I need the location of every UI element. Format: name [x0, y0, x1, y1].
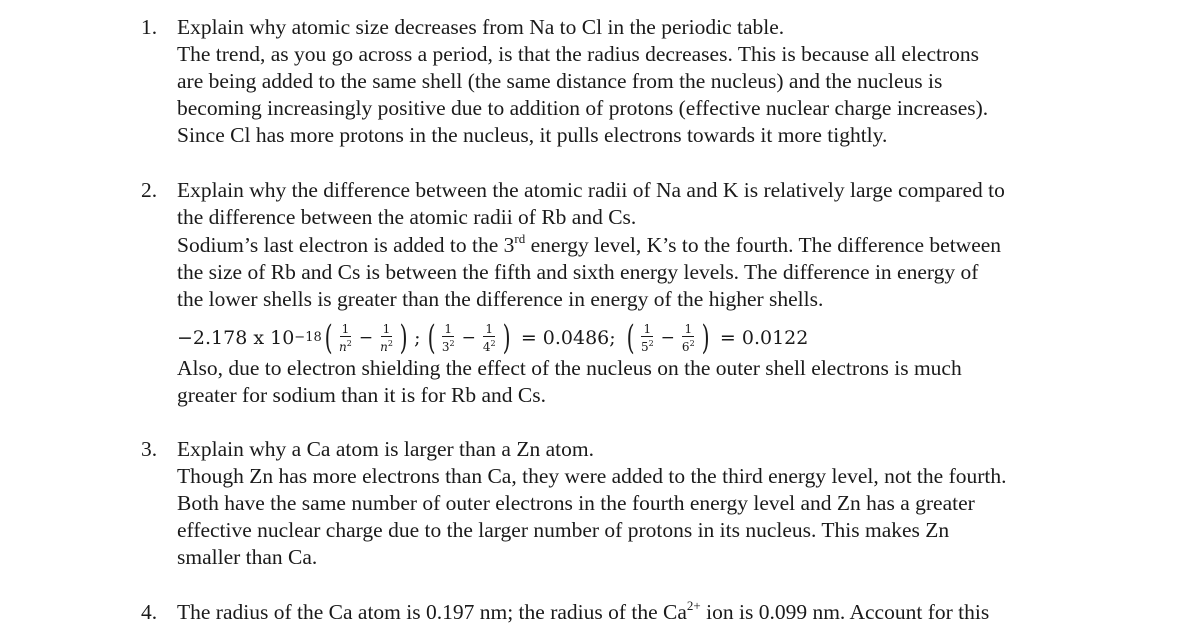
answer-line: Since Cl has more protons in the nucleus, it pulls electrons towards it more tightly.: [177, 123, 888, 147]
question-text: [177, 599, 989, 626]
question-number: 1.: [141, 15, 158, 39]
question-text: the difference between the atomic radii of Rb and Cs.: [177, 205, 637, 229]
right-paren: ): [701, 318, 710, 358]
answer-line: are being added to the same shell (the same distance from the nucleus) and the nucleus is: [177, 69, 943, 93]
answer-line: the size of Rb and Cs is between the fifth and sixth energy levels. The difference in energy of: [177, 260, 979, 284]
left-paren: (: [324, 318, 333, 358]
answer-line: the lower shells is greater than the difference in energy of the higher shells.: [177, 287, 824, 311]
fraction: $\frac{1}{n^2}$: [339, 321, 352, 354]
question-number: 3.: [141, 437, 158, 461]
equation-coefficient: −2.178 x 10: [177, 327, 295, 349]
answer-line: The trend, as you go across a period, is that the radius decreases. This is because all electrons: [177, 42, 980, 66]
question-number: 4.: [141, 600, 158, 624]
answer-line: Both have the same number of outer electrons in the fourth energy level and Zn has a greater: [177, 491, 975, 515]
minus-sign: −: [358, 328, 374, 348]
answer-line: becoming increasingly positive due to addition of protons (effective nuclear charge increases).: [177, 96, 989, 120]
fraction: $\frac{1}{4^2}$: [482, 321, 496, 354]
superscript: rd: [514, 231, 526, 246]
right-paren: ): [399, 318, 408, 358]
answer-line: [177, 232, 1001, 259]
fraction: $\frac{1}{n^2}$: [380, 321, 393, 354]
left-paren: (: [626, 318, 635, 358]
question-number: 2.: [141, 178, 158, 202]
answer-text: Sodium’s last electron is added to the 3: [177, 233, 515, 257]
fraction: $\frac{1}{5^2}$: [640, 321, 654, 354]
equation: −2.178 x 10 −18 ( $\frac{1}{n^2}$ − $\frac{1}{n^2}$ ) ; ( $\frac{1}{3^2}$ − $\frac{1}{4^2}$ ) = 0.0486; ( $\frac{1}{5^2}$ − $\frac{1}{6^2}$ ) = 0.0122: [177, 318, 809, 358]
answer-line: effective nuclear charge due to the larger number of protons in its nucleus. This makes Zn: [177, 518, 950, 542]
answer-line: smaller than Ca.: [177, 545, 318, 569]
question-text: Explain why a Ca atom is larger than a Zn atom.: [177, 437, 594, 461]
fraction: $\frac{1}{6^2}$: [681, 321, 695, 354]
fraction: $\frac{1}{3^2}$: [441, 321, 455, 354]
question-text: Explain why atomic size decreases from Na to Cl in the periodic table.: [177, 15, 785, 39]
equation-result: = 0.0486;: [520, 327, 616, 349]
question-text-part: ion is 0.099 nm. Account for this: [700, 600, 990, 624]
superscript: 2+: [686, 598, 701, 613]
question-text-part: The radius of the Ca atom is 0.197 nm; the radius of the Ca: [177, 600, 687, 624]
equation-result: = 0.0122: [719, 327, 809, 349]
answer-line: greater for sodium than it is for Rb and Cs.: [177, 383, 547, 407]
left-paren: (: [427, 318, 436, 358]
question-text: Explain why the difference between the atomic radii of Na and K is relatively large compared to: [177, 178, 1005, 202]
answer-line: Also, due to electron shielding the effect of the nucleus on the outer shell electrons is much: [177, 356, 962, 380]
separator: ;: [414, 327, 421, 349]
right-paren: ): [502, 318, 511, 358]
minus-sign: −: [461, 328, 476, 348]
minus-sign: −: [660, 328, 675, 348]
answer-line: Though Zn has more electrons than Ca, they were added to the third energy level, not the fourth.: [177, 464, 1007, 488]
answer-text: energy level, K’s to the fourth. The difference between: [525, 233, 1002, 257]
